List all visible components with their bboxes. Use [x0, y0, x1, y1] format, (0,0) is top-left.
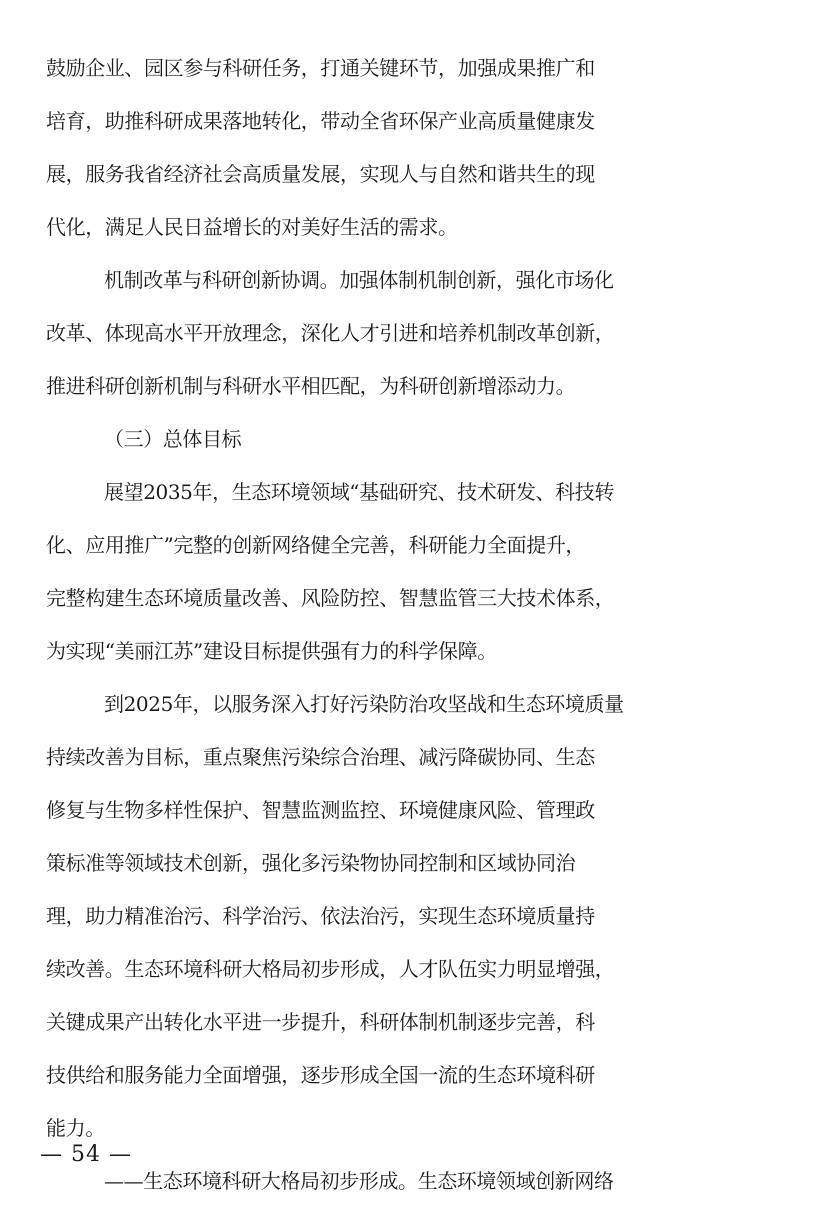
text-line: 改革、体现高水平开放理念，深化人才引进和培养机制改革创新， — [46, 321, 615, 345]
text-line: 能力。 — [46, 1116, 105, 1140]
text-line: 展，服务我省经济社会高质量发展，实现人与自然和谐共生的现 — [46, 162, 595, 186]
text-line: 技供给和服务能力全面增强，逐步形成全国一流的生态环境科研 — [46, 1063, 595, 1087]
section-heading: （三）总体目标 — [104, 427, 242, 451]
text-line: 到2025年，以服务深入打好污染防治攻坚战和生态环境质量 — [104, 692, 624, 716]
text-line: 为实现“美丽江苏”建设目标提供强有力的科学保障。 — [46, 639, 497, 663]
text-line: 策标准等领域技术创新，强化多污染物协同控制和区域协同治 — [46, 851, 576, 875]
text-line: 完整构建生态环境质量改善、风险防控、智慧监管三大技术体系， — [46, 586, 615, 610]
text-line: 持续改善为目标，重点聚焦污染综合治理、减污降碳协同、生态 — [46, 745, 595, 769]
text-line: 理，助力精准治污、科学治污、依法治污，实现生态环境质量持 — [46, 904, 595, 928]
text-line: 机制改革与科研创新协调。加强体制机制创新，强化市场化 — [104, 268, 614, 292]
page-number: — 54 — — [40, 1142, 132, 1167]
text-line: 鼓励企业、园区参与科研任务，打通关键环节，加强成果推广和 — [46, 56, 595, 80]
text-line: 代化，满足人民日益增长的对美好生活的需求。 — [46, 215, 458, 239]
text-line: 修复与生物多样性保护、智慧监测监控、环境健康风险、管理政 — [46, 798, 595, 822]
text-line: 培育，助推科研成果落地转化，带动全省环保产业高质量健康发 — [46, 109, 595, 133]
text-line: 关键成果产出转化水平进一步提升，科研体制机制逐步完善，科 — [46, 1010, 595, 1034]
text-line: 推进科研创新机制与科研水平相匹配，为科研创新增添动力。 — [46, 374, 576, 398]
text-line: 化、应用推广”完整的创新网络健全完善，科研能力全面提升， — [46, 533, 586, 557]
text-line: ——生态环境科研大格局初步形成。生态环境领域创新网络 — [104, 1169, 614, 1193]
text-line: 展望2035年，生态环境领域“基础研究、技术研发、科技转 — [104, 480, 614, 504]
text-line: 续改善。生态环境科研大格局初步形成，人才队伍实力明显增强， — [46, 957, 615, 981]
